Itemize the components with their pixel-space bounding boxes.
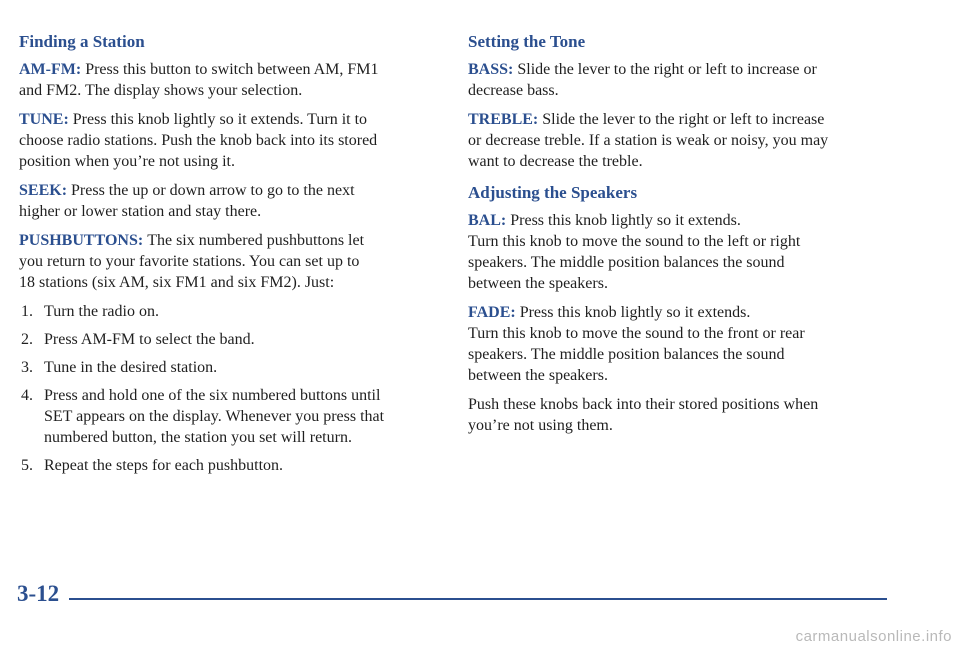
fade-text-line-1: Press this knob lightly so it extends. <box>519 304 751 321</box>
pushbuttons-text-line-2: you return to your favorite stations. You can set up to <box>19 253 360 270</box>
list-item <box>19 385 439 448</box>
step-number: 3. <box>21 359 33 376</box>
treble-paragraph <box>468 109 888 172</box>
amfm-term: AM-FM: <box>19 61 82 78</box>
tune-text-line-2: choose radio stations. Push the knob back into its stored <box>19 132 378 149</box>
step-number: 1. <box>21 303 33 320</box>
push-note-line-2: you’re not using them. <box>468 417 613 434</box>
bass-text-line-1: Slide the lever to the right or left to increase or <box>517 61 817 78</box>
bal-text-line-2: Turn this knob to move the sound to the left or right <box>468 233 801 250</box>
step-text-line-1: Press and hold one of the six numbered buttons until <box>44 387 381 404</box>
bass-text-line-2: decrease bass. <box>468 82 559 99</box>
right-column <box>468 31 888 444</box>
bass-term: BASS: <box>468 61 514 78</box>
fade-term: FADE: <box>468 304 516 321</box>
bal-text-line-3: speakers. The middle position balances the sound <box>468 254 785 271</box>
amfm-text-line-1: Press this button to switch between AM, FM1 <box>85 61 379 78</box>
amfm-text-line-2: and FM2. The display shows your selection. <box>19 82 303 99</box>
treble-text-line-2: or decrease treble. If a station is weak or noisy, you may <box>468 132 829 149</box>
setting-tone-heading: Setting the Tone <box>468 32 586 51</box>
step-text-line-3: numbered button, the station you set will return. <box>44 429 352 446</box>
fade-text-line-3: speakers. The middle position balances the sound <box>468 346 785 363</box>
fade-text-line-2: Turn this knob to move the sound to the front or rear <box>468 325 805 342</box>
amfm-paragraph <box>19 59 439 101</box>
page-footer <box>17 580 887 610</box>
step-text-line-2: SET appears on the display. Whenever you press that <box>44 408 385 425</box>
step-text: Tune in the desired station. <box>44 359 218 376</box>
seek-term: SEEK: <box>19 182 68 199</box>
seek-paragraph <box>19 180 439 222</box>
footer-divider <box>69 598 887 600</box>
list-item <box>19 329 439 350</box>
step-number: 5. <box>21 457 33 474</box>
seek-text-line-2: higher or lower station and stay there. <box>19 203 262 220</box>
push-note-line-1: Push these knobs back into their stored positions when <box>468 396 819 413</box>
list-item <box>19 301 439 322</box>
step-number: 2. <box>21 331 33 348</box>
treble-term: TREBLE: <box>468 111 539 128</box>
bal-term: BAL: <box>468 212 507 229</box>
bal-paragraph <box>468 210 888 294</box>
pushbuttons-text-line-1: The six numbered pushbuttons let <box>147 232 365 249</box>
list-item <box>19 455 439 476</box>
tune-text-line-1: Press this knob lightly so it extends. Turn it to <box>72 111 368 128</box>
finding-station-heading: Finding a Station <box>19 32 145 51</box>
tune-paragraph <box>19 109 439 172</box>
left-column <box>19 31 439 483</box>
pushbuttons-text-line-3: 18 stations (six AM, six FM1 and six FM2). Just: <box>19 274 335 291</box>
tune-text-line-3: position when you’re not using it. <box>19 153 235 170</box>
watermark: carmanualsonline.info <box>795 628 952 645</box>
pushbuttons-term: PUSHBUTTONS: <box>19 232 144 249</box>
step-text: Repeat the steps for each pushbutton. <box>44 457 284 474</box>
bal-text-line-4: between the speakers. <box>468 275 608 292</box>
seek-text-line-1: Press the up or down arrow to go to the next <box>71 182 355 199</box>
treble-text-line-1: Slide the lever to the right or left to increase <box>542 111 825 128</box>
list-item <box>19 357 439 378</box>
adjusting-speakers-heading: Adjusting the Speakers <box>468 183 638 202</box>
page-number: 3-12 <box>17 581 60 606</box>
fade-text-line-4: between the speakers. <box>468 367 608 384</box>
treble-text-line-3: want to decrease the treble. <box>468 153 643 170</box>
bass-paragraph <box>468 59 888 101</box>
step-text: Press AM-FM to select the band. <box>44 331 255 348</box>
tune-term: TUNE: <box>19 111 69 128</box>
push-knobs-paragraph <box>468 394 888 436</box>
step-number: 4. <box>21 387 33 404</box>
pushbuttons-paragraph <box>19 230 439 293</box>
step-text: Turn the radio on. <box>44 303 159 320</box>
steps-list <box>19 301 439 476</box>
bal-text-line-1: Press this knob lightly so it extends. <box>510 212 741 229</box>
fade-paragraph <box>468 302 888 386</box>
